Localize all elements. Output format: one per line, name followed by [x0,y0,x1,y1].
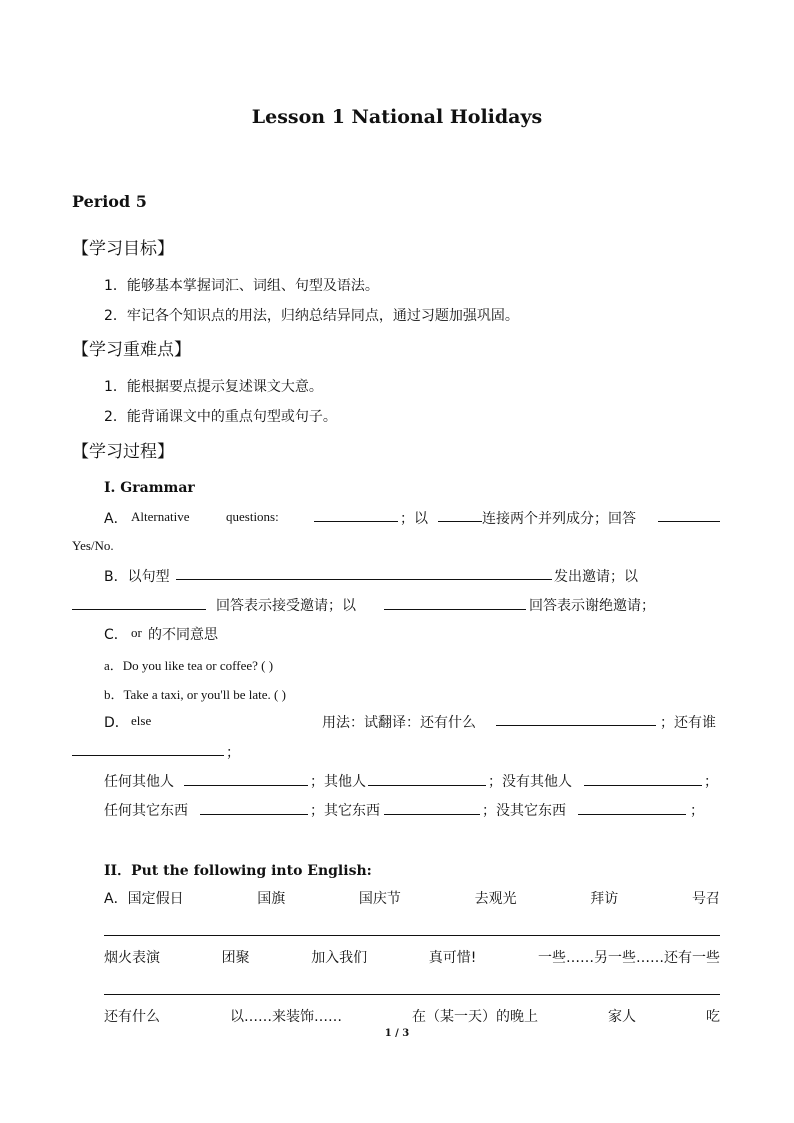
grammar-d-r1-4: ； [704,774,718,790]
grammar-d-r1-1: 任何其他人 [104,774,174,790]
term: 吃 [706,1009,720,1025]
grammar-d-r2-1: 任何其它东西 [104,803,188,819]
grammar-d-r1-2: ；其他人 [310,774,366,790]
grammar-d-text3: ； [226,745,240,761]
term: 家人 [608,1009,636,1025]
grammar-d-r2-3: ；没其它东西 [482,803,566,819]
grammar-d-text2: ；还有谁 [660,715,716,731]
grammar-d-r2-2: ；其它东西 [310,803,380,819]
term: 烟火表演 [104,950,160,966]
answer-blank[interactable] [368,770,486,786]
answer-blank[interactable] [72,740,224,756]
grammar-d-r1-3: ；没有其他人 [488,774,572,790]
answer-blank[interactable] [438,506,482,522]
grammar-b-text2: 回答表示接受邀请；以 [216,598,356,614]
term: 加入我们 [311,950,368,966]
term: 去观光 [474,891,517,907]
section-goals-heading: 【学习目标】 [72,239,174,259]
grammar-a-label: A． [104,511,128,527]
translate-heading: II．Put the following into English: [104,863,372,879]
grammar-a-en2: questions: [226,509,279,524]
grammar-b-label: B．以句型 [104,569,170,585]
grammar-b-text1: 发出邀请；以 [554,569,638,585]
term: 真可惜! [428,950,477,966]
answer-blank[interactable] [578,799,686,815]
answer-blank[interactable] [176,564,552,580]
term: 还有什么 [104,1009,160,1025]
answer-blank[interactable] [496,710,656,726]
keypoint-item-2: 2．能背诵课文中的重点句型或句子。 [104,409,337,425]
grammar-c-or: or [131,625,142,640]
section-process-heading: 【学习过程】 [72,442,174,462]
term: 在（某一天）的晚上 [412,1009,538,1025]
term: 拜访 [590,891,619,907]
term: 以……来装饰…… [230,1009,342,1025]
answer-blank[interactable] [184,770,308,786]
grammar-a-en1: Alternative [131,509,190,524]
grammar-a-text1: ；以 [400,511,428,527]
grammar-c-item-a: a．Do you like tea or coffee? ( ) [104,658,274,673]
period-label: Period 5 [72,192,147,211]
section-keypoints-heading: 【学习重难点】 [72,340,191,360]
term: 一些……另一些……还有一些 [538,950,720,966]
answer-blank[interactable] [584,770,702,786]
answer-blank[interactable] [384,594,526,610]
answer-blank[interactable] [72,594,206,610]
term: 团聚 [221,950,250,966]
answer-line[interactable] [104,935,720,936]
grammar-d-r2-4: ； [690,803,704,819]
grammar-c-label: C． [104,627,128,643]
answer-blank[interactable] [314,506,398,522]
term: 国旗 [257,891,286,907]
translate-row-1 [104,888,720,908]
answer-line[interactable] [104,994,720,995]
grammar-a-tail: Yes/No. [72,538,114,553]
translate-row-2 [104,947,720,967]
grammar-b-text3: 回答表示谢绝邀请； [529,598,655,614]
term: 号召 [691,891,720,907]
grammar-a-text2: 连接两个并列成分；回答 [482,511,636,527]
answer-blank[interactable] [200,799,308,815]
page-title: Lesson 1 National Holidays [251,106,543,128]
grammar-c-item-b: b．Take a taxi, or you'll be late. ( ) [104,687,286,702]
grammar-d-text1: 用法：试翻译：还有什么 [322,715,476,731]
grammar-c-text: 的不同意思 [148,627,218,643]
answer-blank[interactable] [384,799,480,815]
translate-row-3 [104,1006,720,1026]
page-number: 1 / 3 [384,1028,410,1039]
grammar-d-label: D． [104,715,129,731]
term: 国庆节 [358,891,401,907]
term: A．国定假日 [104,891,184,907]
keypoint-item-1: 1．能根据要点提示复述课文大意。 [104,379,323,395]
goal-item-1: 1．能够基本掌握词汇、词组、句型及语法。 [104,278,379,294]
grammar-d-else: else [131,713,152,728]
answer-blank[interactable] [658,506,720,522]
grammar-heading: I. Grammar [104,480,195,496]
goal-item-2: 2．牢记各个知识点的用法，归纳总结异同点，通过习题加强巩固。 [104,308,519,324]
